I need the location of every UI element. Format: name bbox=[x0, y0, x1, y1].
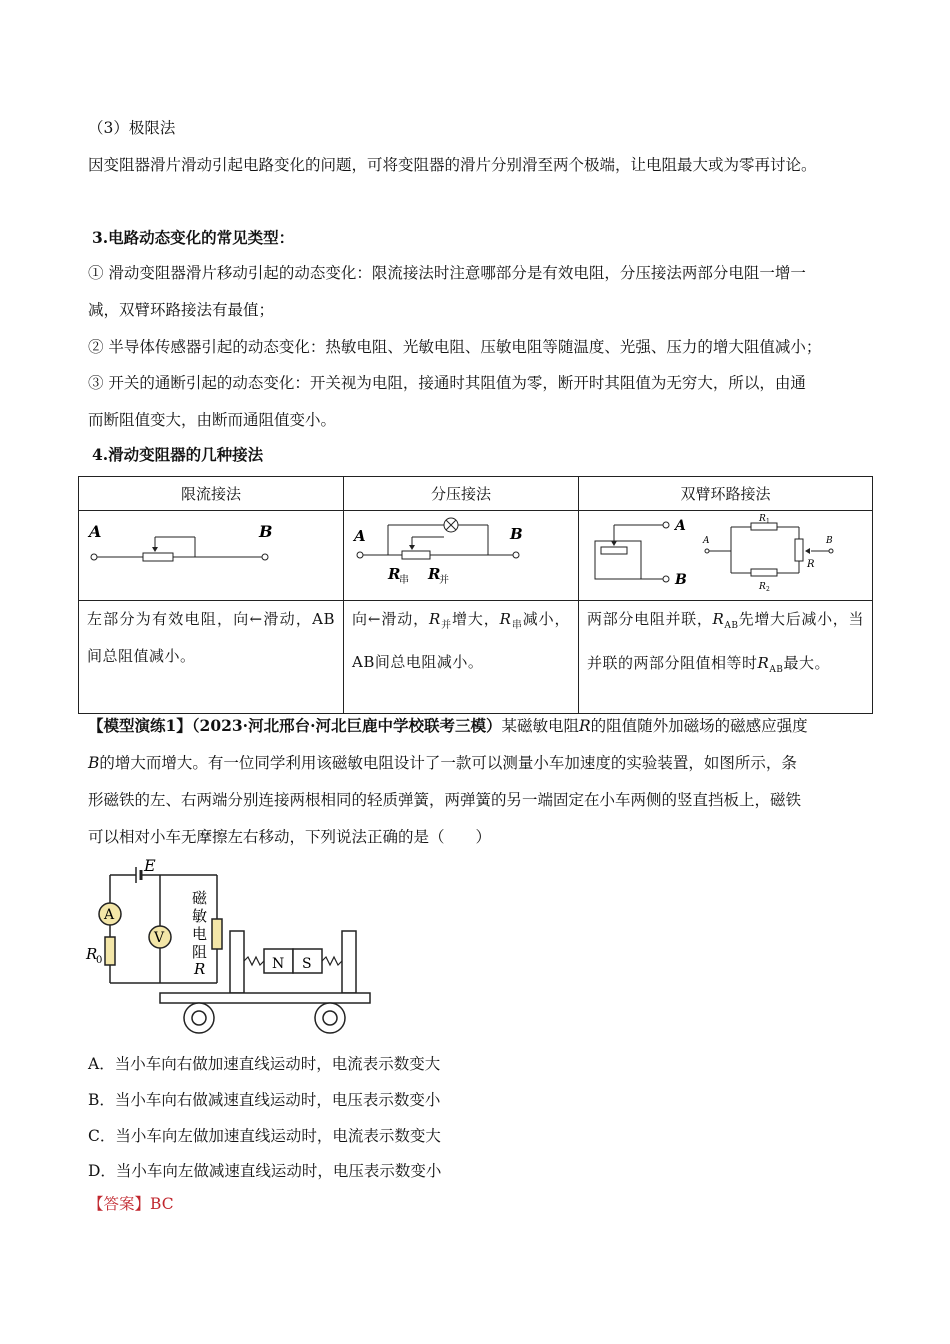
label-r-series-sub: 串 bbox=[399, 575, 409, 586]
label-mag-3: 电 bbox=[192, 925, 208, 943]
type-item-3-line1: ③ 开关的通断引起的动态变化：开关视为电阻，接通时其阻值为零，断开时其阻值为无穷大，所以，由通 bbox=[88, 374, 806, 392]
label-mag-r: R bbox=[194, 960, 206, 978]
label-r2-sub: 2 bbox=[766, 586, 770, 593]
resistor-r0-icon bbox=[105, 937, 115, 965]
desc-dual-arm-loop: 两部分电阻并联，$R_{AB}$先增大后减小，当并联的两部分阻值相等时$R_{AB}$最大。 bbox=[579, 601, 873, 714]
column-header-dual-arm-loop: 双臂环路接法 bbox=[579, 477, 873, 511]
table-description-row bbox=[79, 601, 873, 714]
magnetoresistor-cart-figure bbox=[80, 855, 380, 1035]
current-limiting-diagram bbox=[79, 511, 344, 596]
label-mag-4: 阻 bbox=[192, 943, 208, 961]
section-heading-types: 3.电路动态变化的常见类型： bbox=[92, 228, 295, 247]
label-mag-1: 磁 bbox=[192, 889, 208, 907]
exercise-line-3: 形磁铁的左、右两端分别连接两根相同的轻质弹簧，两弹簧的另一端固定在小车两侧的竖直挡板上，磁铁 bbox=[88, 791, 802, 809]
type-item-3-line2: 而断阻值变大，由断而通阻值变小。 bbox=[88, 411, 337, 429]
option-c: C．当小车向左做加速直线运动时，电流表示数变大 bbox=[88, 1127, 441, 1145]
label-b: B bbox=[510, 525, 523, 543]
label-r-parallel: R bbox=[428, 565, 441, 583]
column-header-current-limiting: 限流接法 bbox=[79, 477, 344, 511]
label-r-parallel-sub: 并 bbox=[439, 575, 449, 586]
label-b: B bbox=[259, 522, 273, 541]
type-item-1-line1: ① 滑动变阻器滑片移动引起的动态变化：限流接法时注意哪部分是有效电阻，分压接法两部分电阻一增一 bbox=[88, 264, 806, 282]
option-b: B．当小车向右做减速直线运动时，电压表示数变小 bbox=[88, 1091, 441, 1109]
label-a: A bbox=[354, 527, 366, 545]
exercise-line-1: 【模型演练1】（2023·河北邢台·河北巨鹿中学校联考三模）某磁敏电阻R的阻值随外加磁场的磁感应强度 bbox=[88, 716, 808, 735]
connection-methods-table bbox=[78, 476, 873, 714]
magnetoresistor-icon bbox=[212, 919, 222, 949]
answer-label: 【答案】 bbox=[88, 1195, 151, 1213]
paragraph-extreme-method: 因变阻器滑片滑动引起电路变化的问题，可将变阻器的滑片分别滑至两个极端，让电阻最大或为零再讨论。 bbox=[88, 156, 817, 174]
label-e: E bbox=[144, 856, 156, 875]
option-a: A．当小车向右做加速直线运动时，电流表示数变大 bbox=[88, 1055, 441, 1073]
answer-value: BC bbox=[150, 1195, 174, 1213]
cart-body bbox=[160, 993, 370, 1003]
right-spring bbox=[322, 957, 342, 965]
label-r2: R bbox=[759, 582, 766, 592]
subsection-heading: （3）极限法 bbox=[88, 119, 176, 137]
label-a-small: A bbox=[703, 536, 710, 546]
label-r0: R bbox=[86, 945, 98, 963]
type-item-2: ② 半导体传感器引起的动态变化：热敏电阻、光敏电阻、压敏电阻等随温度、光强、压力的增大阻值减小； bbox=[88, 338, 822, 356]
right-baffle bbox=[342, 931, 356, 993]
label-r0-sub: 0 bbox=[96, 955, 103, 966]
left-spring bbox=[244, 957, 264, 965]
exercise-tag: 【模型演练1】 bbox=[88, 716, 192, 735]
option-d: D．当小车向左做减速直线运动时，电压表示数变小 bbox=[88, 1162, 442, 1180]
type-item-1-line2: 减，双臂环路接法有最值； bbox=[88, 301, 275, 319]
label-voltmeter: V bbox=[154, 930, 165, 946]
label-a: A bbox=[89, 522, 102, 541]
column-header-voltage-divider: 分压接法 bbox=[344, 477, 579, 511]
label-b: B bbox=[675, 572, 687, 588]
label-a: A bbox=[675, 518, 686, 534]
label-r1: R bbox=[759, 514, 766, 524]
table-header-row bbox=[79, 477, 873, 511]
label-r: R bbox=[807, 559, 815, 570]
answer bbox=[88, 1194, 174, 1214]
label-s: S bbox=[302, 956, 312, 972]
exercise-line-4: 可以相对小车无摩擦左右移动，下列说法正确的是（ ） bbox=[88, 828, 492, 846]
label-r1-sub: 1 bbox=[766, 518, 770, 525]
desc-voltage-divider: 向←滑动，$R_并$增大，$R_串$减小，AB间总电阻减小。 bbox=[344, 601, 579, 714]
label-r-series: R bbox=[388, 565, 401, 583]
exercise-source: （2023·河北邢台·河北巨鹿中学校联考三模） bbox=[191, 716, 502, 735]
dual-arm-loop-diagram bbox=[579, 511, 873, 596]
label-n: N bbox=[272, 956, 285, 972]
desc-current-limiting: 左部分为有效电阻，向←滑动，AB间总阻值减小。 bbox=[79, 601, 344, 714]
left-baffle bbox=[230, 931, 244, 993]
label-mag-2: 敏 bbox=[192, 907, 208, 925]
voltage-divider-diagram bbox=[344, 511, 579, 596]
exercise-line-2: B的增大而增大。有一位同学利用该磁敏电阻设计了一款可以测量小车加速度的实验装置，如图所示，条 bbox=[88, 754, 797, 772]
label-b-small: B bbox=[826, 536, 833, 546]
label-ammeter: A bbox=[104, 907, 115, 923]
section-heading-methods: 4.滑动变阻器的几种接法 bbox=[92, 445, 264, 464]
table-diagram-row bbox=[79, 511, 873, 601]
